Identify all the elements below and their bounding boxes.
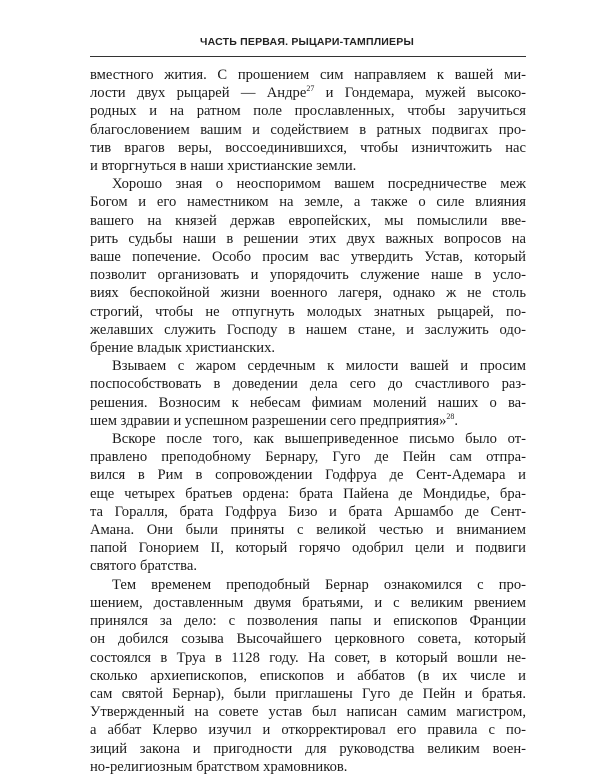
- text-line: вместного жития. С прошением сим направляем к вашей ми-: [90, 67, 526, 83]
- text-line: состоялся в Труа в 1128 году. На совет, в который вошли не-: [90, 649, 526, 666]
- text-line: брение владык христианских.: [90, 340, 276, 357]
- text-line: рить судьбы наши в решении этих двух важных вопросов на: [90, 230, 526, 247]
- text-line: ваше попечение. Особо просим вас утвердить Устав, который: [90, 249, 526, 266]
- text-line: лости двух рыцарей — Андре$^{27}$ и Гондемара, мужей высоко-: [90, 84, 526, 102]
- text-line: Тем временем преподобный Бернар ознакомился с про-: [112, 576, 526, 593]
- paragraph-3: [90, 357, 526, 430]
- paragraph-1: [90, 66, 526, 175]
- footnote-ref[interactable]: 27: [306, 84, 315, 94]
- text-line: поспособствовать в доведении дела сего до счастливого раз-: [90, 376, 526, 393]
- text-line: решения. Возносим к небесам фимиам молений наших о ва-: [90, 394, 526, 411]
- paragraph-2: [90, 175, 526, 357]
- text-line: святого братства.: [90, 558, 197, 575]
- text-line: сколько архиепископов, епископов и аббатов (в их числе и: [90, 667, 526, 684]
- text-line: зиций закона и пригодности для руководства великим воен-: [90, 740, 526, 757]
- text-line: желавших служить Господу в нашем стане, и заслужить одо-: [90, 321, 526, 338]
- text-line: та Горалля, брата Годфруа Бизо и брата Аршамбо де Сент-: [90, 503, 526, 520]
- text-line: принялся за дело: с позволения папы и епископов Франции: [90, 613, 526, 630]
- text-line: шем здравии и успешном разрешении сего предприятия»$^{28}$.: [90, 411, 459, 429]
- text-line: шением, доставленным двумя братьями, и с великим рвением: [90, 594, 526, 611]
- footnote-ref[interactable]: 28: [446, 411, 455, 421]
- text-line: правлено преподобному Бернару, Гуго де Пейн сам отпра-: [90, 449, 526, 466]
- text-line: еще четырех братьев ордена: брата Пайена де Мондидье, бра-: [90, 485, 526, 502]
- text-line: виях беспокойной жизни военного лагеря, однако ж не столь: [90, 285, 526, 302]
- text-line: позволит организовать и упорядочить служение наше в усло-: [90, 267, 526, 284]
- body-text: [90, 66, 526, 776]
- text-line: Богом и его наместником на земле, а также о силе влияния: [90, 194, 526, 211]
- text-line: тив врагов веры, воссоединившихся, чтобы изничтожить нас: [90, 139, 526, 156]
- paragraph-4: [90, 430, 526, 576]
- text-line: вашего на князей держав европейских, мы помыслили вве-: [90, 212, 526, 229]
- text-line: Амана. Они были приняты с великой честью и вниманием: [90, 522, 526, 539]
- text-line: Взываем с жаром сердечным к милости вашей и просим: [112, 358, 526, 375]
- text-line: Хорошо зная о неоспоримом вашем посредничестве меж: [112, 176, 526, 193]
- text-line: но-религиозным братством храмовников.: [90, 758, 348, 775]
- text-line: строгий, чтобы не отпугнуть молодых знатных рыцарей, по-: [90, 303, 526, 320]
- text-line: Утвержденный на совете устав был написан самим магистром,: [90, 704, 526, 721]
- text-line: папой Гонорием II, который горячо одобрил цели и подвиги: [90, 540, 526, 557]
- header-rule: [90, 56, 526, 57]
- paragraph-5: [90, 576, 526, 776]
- text-line: сам святой Бернар), были приглашены Гуго де Пейн и братья.: [90, 685, 526, 702]
- text-line: и вторгнуться в наши христианские земли.: [90, 158, 357, 175]
- text-line: он добился созыва Высочайшего церковного совета, который: [90, 631, 526, 648]
- running-header: ЧАСТЬ ПЕРВАЯ. РЫЦАРИ-ТАМПЛИЕРЫ: [200, 36, 414, 48]
- text-line: вился в Рим в сопровождении Годфруа де Сент-Адемара и: [90, 467, 526, 484]
- text-line: Вскоре после того, как вышеприведенное письмо было от-: [112, 431, 526, 448]
- text-line: родных и на ратном поле прославленных, чтобы заручиться: [90, 103, 526, 120]
- text-line: благословением вашим и содействием в ратных подвигах про-: [90, 121, 526, 138]
- text-line: а аббат Клерво изучил и откорректировал его правила с по-: [90, 722, 526, 739]
